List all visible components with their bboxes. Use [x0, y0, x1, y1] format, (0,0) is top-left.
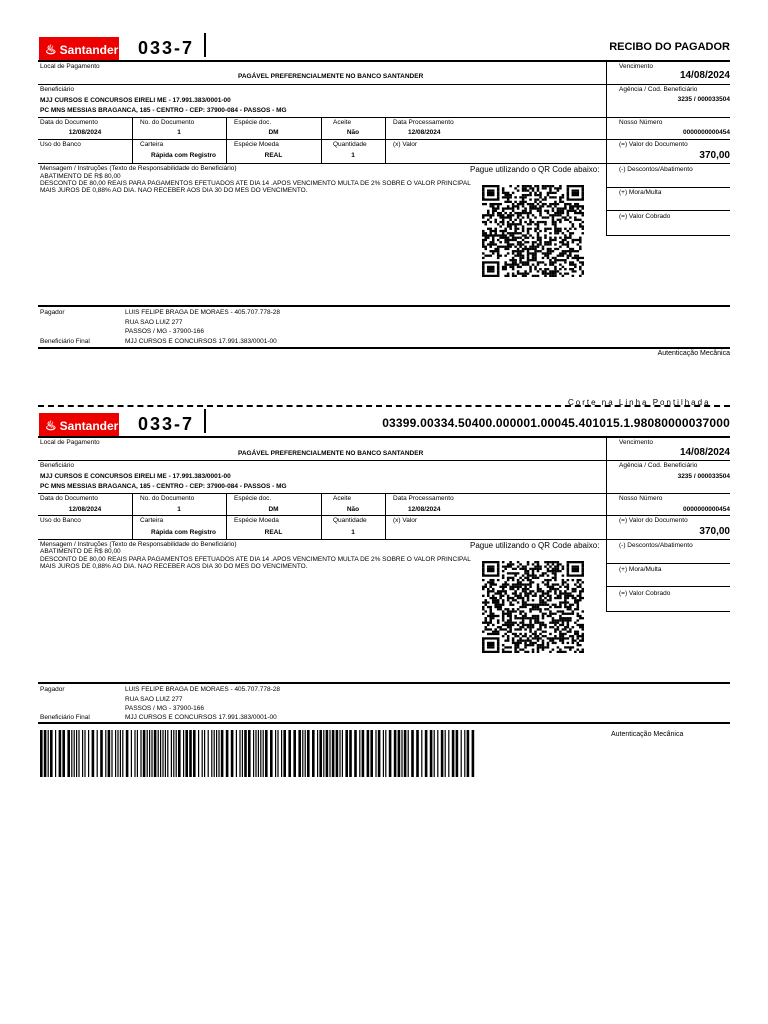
divider	[606, 437, 607, 543]
data-documento: 12/08/2024	[68, 506, 102, 513]
local-pagamento: PAGÁVEL PREFERENCIALMENTE NO BANCO SANTANDER	[238, 450, 424, 457]
divider	[606, 187, 730, 188]
payer-receipt	[38, 33, 730, 363]
divider	[132, 494, 133, 539]
vencimento: 14/08/2024	[679, 447, 730, 458]
label-especie-moeda: Espécie Moeda	[234, 141, 279, 148]
label-mensagem: Mensagem / Instruções (Texto de Responsabilidade do Beneficiário)	[40, 541, 237, 548]
local-pagamento: PAGÁVEL PREFERENCIALMENTE NO BANCO SANTANDER	[238, 73, 424, 80]
label-vencimento: Vencimento	[619, 439, 653, 446]
bank-name: Santander	[59, 418, 119, 433]
divider	[38, 539, 730, 540]
agencia: 3235 / 000033504	[677, 96, 730, 103]
mechanical-auth: Autenticação Mecânica	[657, 350, 730, 357]
divider	[38, 305, 730, 307]
label-especie-doc: Espécie doc.	[234, 495, 272, 502]
divider	[606, 563, 730, 564]
mensagem-line: MAIS JUROS DE 0,88% AO DIA. NAO RECEBER AOS DIA 30 DO MES DO VENCIMENTO.	[40, 187, 308, 194]
vencimento: 14/08/2024	[679, 70, 730, 81]
label-vencimento: Vencimento	[619, 63, 653, 70]
especie-moeda: REAL	[264, 529, 283, 536]
qr-code-icon	[482, 561, 584, 653]
cut-line-label: Corte na Linha Pontilhada	[568, 398, 711, 407]
beneficiario-nome: MJJ CURSOS E CONCURSOS EIRELI ME - 17.991.383/0001-00	[40, 97, 231, 104]
pagador-endereco: RUA SAO LUIZ 277	[125, 319, 183, 326]
pagador-cidade: PASSOS / MG - 37900-166	[125, 705, 204, 712]
label-pagador: Pagador	[40, 309, 65, 316]
nosso-numero: 0000000000454	[683, 129, 730, 136]
qr-code-icon	[482, 185, 584, 277]
qr-prompt: Pague utilizando o QR Code abaixo:	[470, 165, 600, 174]
digitable-line: 03399.00334.50400.000001.00045.401015.1.98080000037000	[382, 416, 730, 430]
label-data-processamento: Data Processamento	[393, 119, 454, 126]
pagador-endereco: RUA SAO LUIZ 277	[125, 696, 183, 703]
label-quantidade: Quantidade	[333, 517, 367, 524]
label-mora: (+) Mora/Multa	[619, 189, 662, 196]
label-aceite: Aceite	[333, 495, 352, 502]
mensagem-line: DESCONTO DE 80,00 REAIS PARA PAGAMENTOS EFETUADOS ATE DIA 14 .APOS VENCIMENTO MULTA DE 2% SOBRE O VALOR PRINCIPAL	[40, 556, 471, 563]
bank-code: 033-7	[138, 38, 195, 58]
divider	[38, 722, 730, 724]
divider	[38, 84, 730, 85]
data-documento: 12/08/2024	[68, 129, 102, 136]
especie-doc: DM	[268, 129, 279, 136]
divider	[38, 493, 730, 494]
barcode-icon	[40, 730, 475, 777]
label-data-documento: Data do Documento	[40, 119, 98, 126]
no-documento: 1	[177, 129, 181, 136]
divider	[38, 436, 730, 438]
beneficiario-endereco: PC MNS MESSIAS BRAGANCA, 185 - CENTRO - CEP: 37900-084 - PASSOS - MG	[40, 107, 287, 114]
label-pagador: Pagador	[40, 686, 65, 693]
label-carteira: Carteira	[140, 141, 164, 148]
valor-documento: 370,00	[699, 526, 730, 537]
divider	[606, 235, 730, 236]
divider	[606, 540, 607, 612]
divider	[38, 682, 730, 684]
mensagem-line: MAIS JUROS DE 0,88% AO DIA. NAO RECEBER AOS DIA 30 DO MES DO VENCIMENTO.	[40, 563, 308, 570]
carteira: Rápida com Registro	[151, 529, 217, 536]
label-data-processamento: Data Processamento	[393, 495, 454, 502]
data-processamento: 12/08/2024	[408, 129, 441, 136]
divider	[606, 61, 607, 167]
label-especie-moeda: Espécie Moeda	[234, 517, 279, 524]
divider	[606, 164, 607, 236]
label-mensagem: Mensagem / Instruções (Texto de Responsabilidade do Beneficiário)	[40, 165, 237, 172]
divider	[204, 33, 206, 57]
label-agencia: Agência / Cod. Beneficiário	[619, 86, 698, 93]
santander-logo	[39, 413, 119, 438]
beneficiario-final: MJJ CURSOS E CONCURSOS 17.991.383/0001-00	[125, 714, 277, 721]
quantidade: 1	[351, 529, 355, 536]
label-valor-documento: (=) Valor do Documento	[619, 141, 688, 148]
aceite: Não	[346, 129, 360, 136]
divider	[38, 163, 730, 164]
divider	[606, 611, 730, 612]
divider	[132, 118, 133, 163]
label-beneficiario: Beneficiário	[40, 86, 74, 93]
label-data-documento: Data do Documento	[40, 495, 98, 502]
label-no-documento: No. do Documento	[140, 119, 195, 126]
nosso-numero: 0000000000454	[683, 506, 730, 513]
label-nosso-numero: Nosso Número	[619, 495, 663, 502]
divider	[38, 60, 730, 62]
label-valor-cobrado: (=) Valor Cobrado	[619, 213, 671, 220]
receipt-title: RECIBO DO PAGADOR	[609, 41, 730, 53]
divider	[38, 117, 730, 118]
divider	[606, 210, 730, 211]
divider	[204, 409, 206, 433]
pagador-nome: LUIS FELIPE BRAGA DE MORAES - 405.707.778-28	[125, 309, 280, 316]
label-quantidade: Quantidade	[333, 141, 367, 148]
beneficiario-nome: MJJ CURSOS E CONCURSOS EIRELI ME - 17.991.383/0001-00	[40, 473, 231, 480]
label-uso-banco: Uso do Banco	[40, 141, 81, 148]
santander-flame-icon: ♨	[45, 41, 57, 57]
data-processamento: 12/08/2024	[408, 506, 441, 513]
beneficiario-final: MJJ CURSOS E CONCURSOS 17.991.383/0001-00	[125, 338, 277, 345]
receipt-header	[38, 33, 730, 63]
label-valor-documento: (=) Valor do Documento	[619, 517, 688, 524]
label-valor: (x) Valor	[393, 141, 418, 148]
label-especie-doc: Espécie doc.	[234, 119, 272, 126]
divider	[385, 494, 386, 539]
mechanical-auth: Autenticação Mecânica	[611, 731, 684, 738]
especie-doc: DM	[268, 506, 279, 513]
label-carteira: Carteira	[140, 517, 164, 524]
carteira: Rápida com Registro	[151, 152, 217, 159]
payment-slip	[38, 409, 730, 739]
qr-prompt: Pague utilizando o QR Code abaixo:	[470, 541, 600, 550]
valor-documento: 370,00	[699, 150, 730, 161]
no-documento: 1	[177, 506, 181, 513]
slip-header	[38, 409, 730, 439]
quantidade: 1	[351, 152, 355, 159]
santander-flame-icon: ♨	[45, 417, 57, 433]
label-nosso-numero: Nosso Número	[619, 119, 663, 126]
aceite: Não	[346, 506, 360, 513]
label-descontos: (-) Descontos/Abatimento	[619, 542, 693, 549]
divider	[38, 347, 730, 349]
label-beneficiario-final: Beneficiário Final	[40, 338, 90, 345]
divider	[38, 515, 730, 516]
pagador-nome: LUIS FELIPE BRAGA DE MORAES - 405.707.778-28	[125, 686, 280, 693]
mensagem-line: DESCONTO DE 80,00 REAIS PARA PAGAMENTOS EFETUADOS ATE DIA 14 .APOS VENCIMENTO MULTA DE 2% SOBRE O VALOR PRINCIPAL	[40, 180, 471, 187]
pagador-cidade: PASSOS / MG - 37900-166	[125, 328, 204, 335]
divider	[385, 118, 386, 163]
label-mora: (+) Mora/Multa	[619, 566, 662, 573]
label-valor: (x) Valor	[393, 517, 418, 524]
label-descontos: (-) Descontos/Abatimento	[619, 166, 693, 173]
label-beneficiario: Beneficiário	[40, 462, 74, 469]
label-aceite: Aceite	[333, 119, 352, 126]
divider	[606, 586, 730, 587]
beneficiario-endereco: PC MNS MESSIAS BRAGANCA, 185 - CENTRO - CEP: 37900-084 - PASSOS - MG	[40, 483, 287, 490]
santander-logo	[39, 37, 119, 62]
divider	[38, 139, 730, 140]
bank-name: Santander	[59, 42, 119, 57]
agencia: 3235 / 000033504	[677, 473, 730, 480]
bank-code: 033-7	[138, 414, 195, 434]
label-no-documento: No. do Documento	[140, 495, 195, 502]
label-local-pagamento: Local de Pagamento	[40, 439, 100, 446]
label-uso-banco: Uso do Banco	[40, 517, 81, 524]
label-agencia: Agência / Cod. Beneficiário	[619, 462, 698, 469]
label-beneficiario-final: Beneficiário Final	[40, 714, 90, 721]
cut-line	[38, 405, 730, 407]
mensagem-line: ABATIMENTO DE R$ 80,00	[40, 173, 121, 180]
label-valor-cobrado: (=) Valor Cobrado	[619, 590, 671, 597]
especie-moeda: REAL	[264, 152, 283, 159]
label-local-pagamento: Local de Pagamento	[40, 63, 100, 70]
divider	[38, 460, 730, 461]
mensagem-line: ABATIMENTO DE R$ 80,00	[40, 548, 121, 555]
